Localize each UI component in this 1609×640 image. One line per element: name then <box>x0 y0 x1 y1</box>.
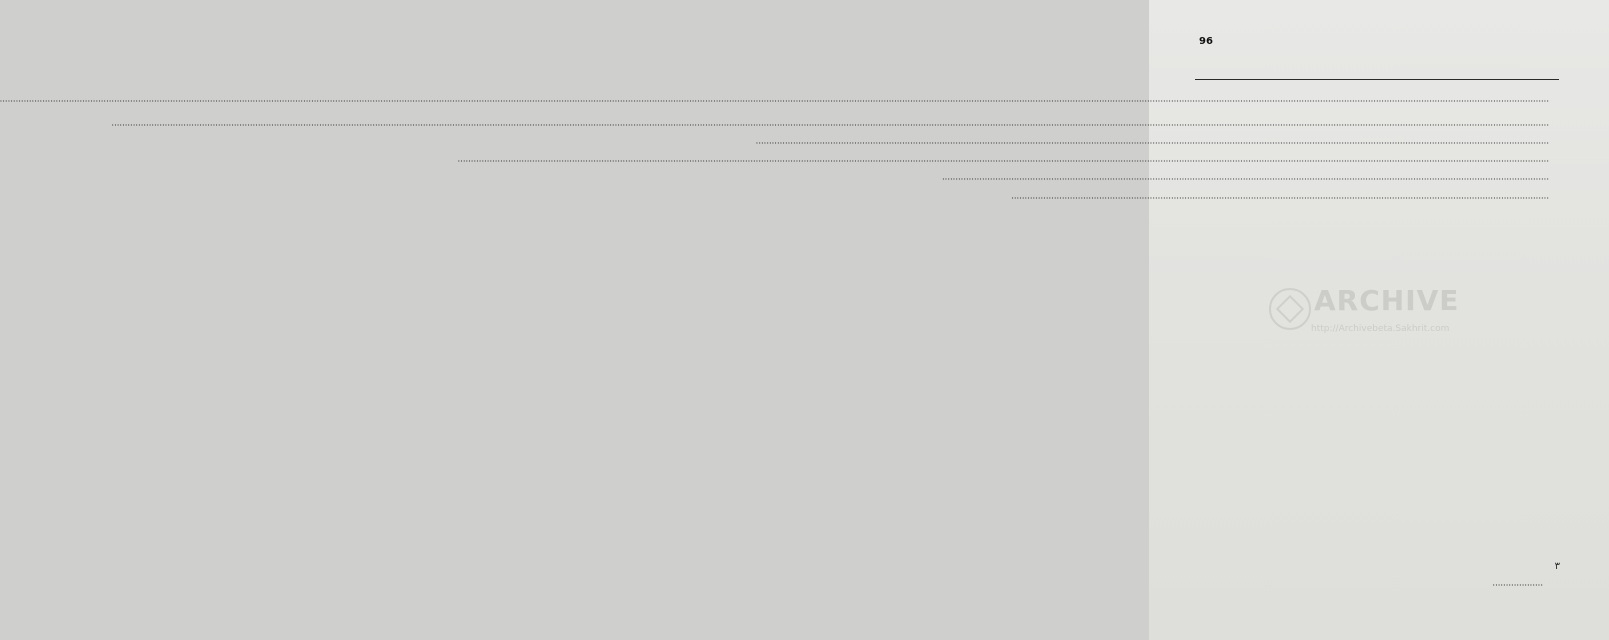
archive-logo-icon <box>1269 288 1311 330</box>
archive-watermark <box>1269 282 1499 377</box>
paragraph-5: ···································································································································································································································· <box>942 174 1549 185</box>
footnote-number: ٣ <box>1554 561 1560 572</box>
watermark-url: http://Archivebeta.Sakhrit.com <box>1311 324 1450 334</box>
header-divider <box>1195 79 1559 80</box>
watermark-brand: ARCHIVE <box>1314 284 1460 317</box>
paragraph-1: ······································································································································································································································································································································································································································································································································································································ <box>0 96 1549 106</box>
page-number: 96 <box>1199 36 1213 47</box>
paragraph-4: ·························································································································································································································································································································································································································· <box>457 156 1549 167</box>
paragraph-2: ···························································································································································································································································································································································································································································································································································· <box>111 120 1549 131</box>
main-text <box>0 94 1559 209</box>
paragraph-6: ·········································································································································································································· <box>1011 192 1549 203</box>
footnote-text: ··················· <box>1492 580 1543 590</box>
paragraph-3: ·········································································································································································································································································································· <box>755 138 1549 149</box>
